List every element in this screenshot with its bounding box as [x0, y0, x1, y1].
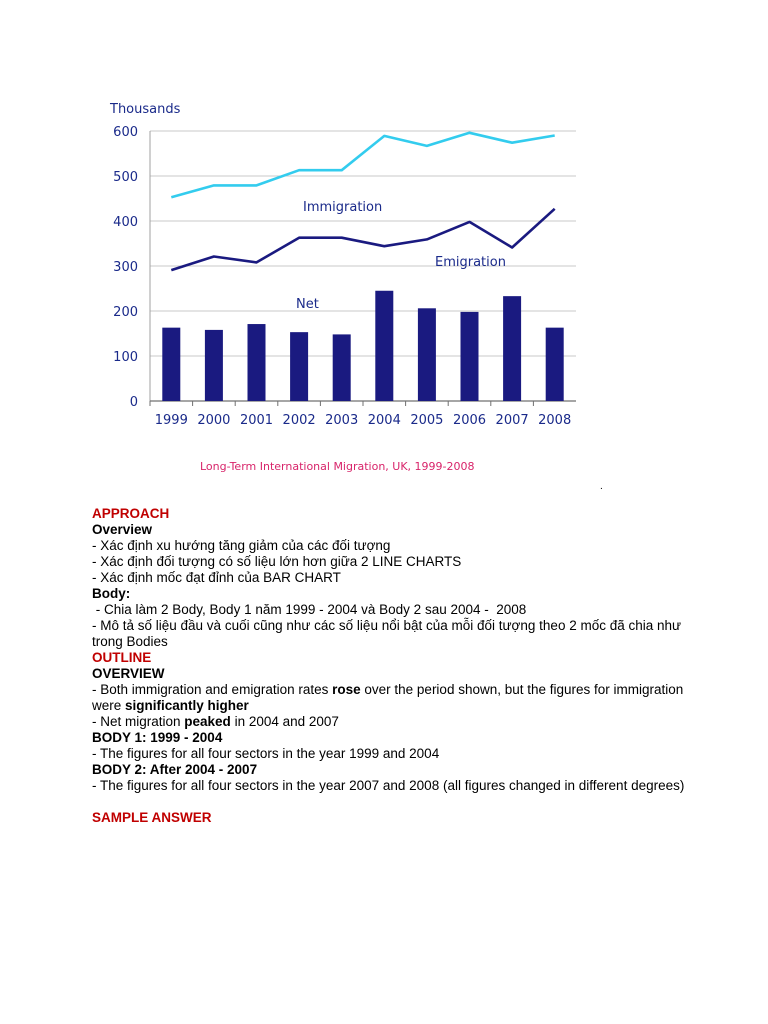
y-tick-300: 300 — [113, 260, 138, 275]
y-tick-200: 200 — [113, 305, 138, 320]
x-tick-2006: 2006 — [452, 413, 487, 428]
body-line-2: - Mô tả số liệu đầu và cuối cũng như các số liệu nổi bật của mỗi đối tượng theo 2 mốc đã chia như trong Bodies — [92, 618, 682, 649]
series-label-emigration: Emigration — [435, 255, 506, 270]
y-tick-labels — [113, 125, 138, 410]
chart-svg — [100, 90, 600, 490]
overview-line-2: - Xác định đối tượng có số liệu lớn hơn giữa 2 LINE CHARTS — [92, 554, 462, 569]
body1-line: - The figures for all four sectors in the year 1999 and 2004 — [92, 746, 440, 761]
migration-chart — [100, 90, 600, 490]
stray-dot: . — [600, 481, 603, 492]
x-tick-2005: 2005 — [410, 413, 444, 428]
bar-net-2006 — [461, 312, 479, 401]
x-tick-2004: 2004 — [367, 413, 401, 428]
y-axis-label: Thousands — [110, 102, 181, 117]
x-tick-1999: 1999 — [154, 413, 188, 428]
bar-net-2007 — [503, 296, 521, 401]
y-tick-600: 600 — [113, 125, 138, 140]
x-tick-2002: 2002 — [282, 413, 316, 428]
overview-line-3: - Xác định mốc đạt đỉnh của BAR CHART — [92, 570, 341, 585]
x-tick-2000: 2000 — [197, 413, 231, 428]
bar-net-2004 — [375, 291, 393, 401]
overview-subheading: OVERVIEW — [92, 666, 165, 681]
net-bars — [162, 291, 563, 401]
x-tick-2003: 2003 — [325, 413, 359, 428]
sample-answer-heading: SAMPLE ANSWER — [92, 810, 212, 825]
document-body — [92, 506, 692, 826]
bar-net-1999 — [162, 328, 180, 401]
series-label-immigration: Immigration — [303, 200, 383, 215]
bar-net-2001 — [248, 324, 266, 401]
y-tick-0: 0 — [129, 395, 138, 410]
y-tick-100: 100 — [113, 350, 138, 365]
bar-net-2003 — [333, 334, 351, 401]
x-tick-2007: 2007 — [495, 413, 529, 428]
outline-overview-1: - Both immigration and emigration rates rose over the period shown, but the figures for immigration were significantly higher — [92, 682, 684, 713]
approach-heading: APPROACH — [92, 506, 170, 521]
body2-heading: BODY 2: After 2004 - 2007 — [92, 762, 258, 777]
body-line-1: - Chia làm 2 Body, Body 1 năm 1999 - 2004 và Body 2 sau 2004 - 2008 — [92, 602, 527, 617]
series-label-net: Net — [296, 297, 319, 312]
x-tick-2001: 2001 — [239, 413, 274, 428]
overview-line-1: - Xác định xu hướng tăng giảm của các đối tượng — [92, 538, 391, 553]
line-immigration — [171, 133, 554, 197]
x-tick-labels — [150, 401, 571, 428]
y-tick-500: 500 — [113, 170, 138, 185]
outline-heading: OUTLINE — [92, 650, 152, 665]
y-tick-400: 400 — [113, 215, 138, 230]
bar-net-2005 — [418, 308, 436, 401]
body-heading: Body: — [92, 586, 131, 601]
bar-net-2008 — [546, 328, 564, 401]
body2-line: - The figures for all four sectors in the year 2007 and 2008 (all figures changed in different degrees) — [92, 778, 685, 793]
body1-heading: BODY 1: 1999 - 2004 — [92, 730, 223, 745]
bar-net-2002 — [290, 332, 308, 401]
chart-title: Long-Term International Migration, UK, 1999-2008 — [200, 460, 475, 473]
outline-overview-2: - Net migration peaked in 2004 and 2007 — [92, 714, 339, 729]
x-tick-2008: 2008 — [538, 413, 572, 428]
overview-heading: Overview — [92, 522, 153, 537]
bar-net-2000 — [205, 330, 223, 401]
